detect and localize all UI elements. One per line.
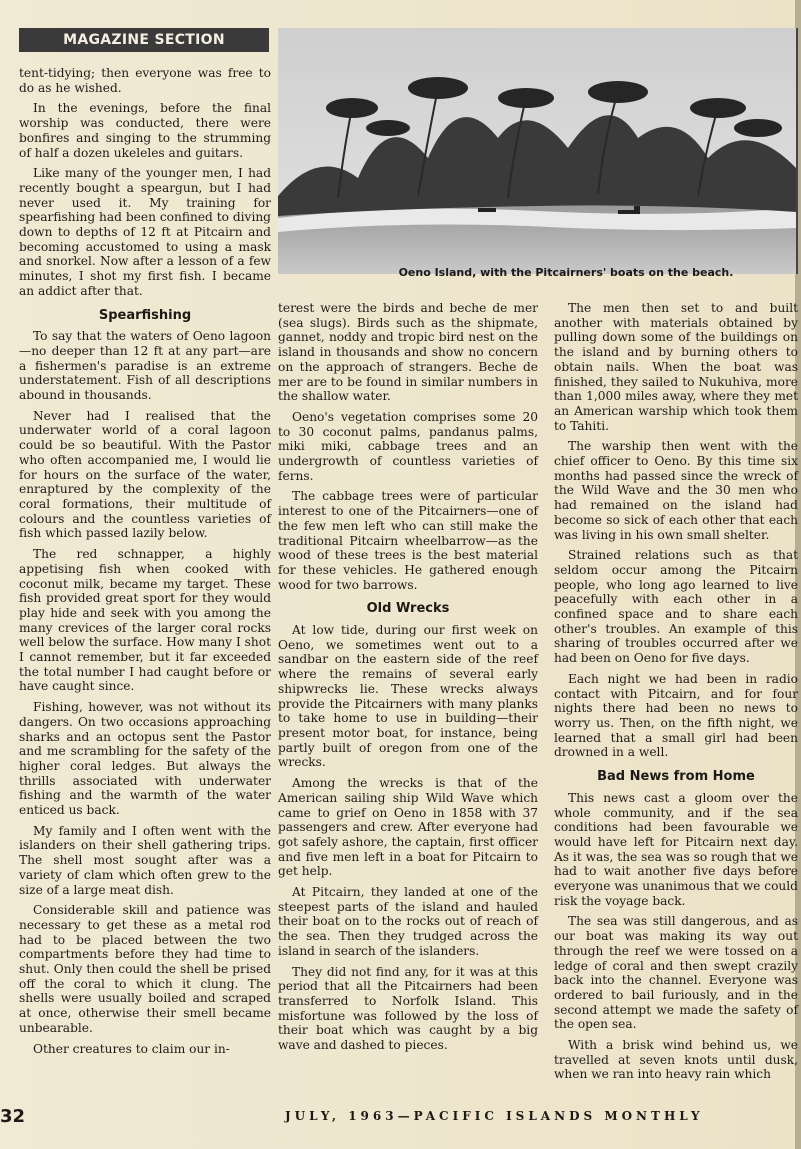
paragraph: In the evenings, before the final worship was conducted, there were bonfires and singing to the strumming of half a dozen ukeleles and guitars. [19,101,271,160]
paragraph: This news cast a gloom over the whole community, and if the sea conditions had been favourable we would have left for Pitcairn next day. As it was, the sea was so rough that we had to wait another five days before everyone was unanimous that we could risk the voyage back. [554,790,798,908]
paragraph: Among the wrecks is that of the American sailing ship Wild Wave which came to grief on Oeno in 1858 with 37 passengers and crew. After everyone had got safely ashore, the captain, first officer and five men left in a boat for Pitcairn to get help. [278,776,538,879]
paragraph: Never had I realised that the underwater world of a coral lagoon could be so beautiful. With the Pastor who often accompanied me, I would lie for hours on the surface of the water, enraptured by the complexity of the coral formations, their multitude of colours and the countless varieties of fish which passed lazily below. [19,408,271,541]
subheading: Old Wrecks [366,601,450,617]
section-header: MAGAZINE SECTION [19,28,269,52]
paragraph: tent-tidying; then everyone was free to do as he wished. [19,66,271,95]
paragraph: To say that the waters of Oeno lagoon—no deeper than 12 ft at any part—are a fishermen's paradise is an extreme understatement. Fish of all descriptions abound in thousands. [19,329,271,403]
page-footer [0,1106,801,1126]
paragraph: Oeno's vegetation comprises some 20 to 30 coconut palms, pandanus palms, miki miki, cabbage trees and an undergrowth of countless varieties of ferns. [278,409,538,483]
paragraph: They did not find any, for it was at this period that all the Pitcairners had been transferred to Norfolk Island. This misfortune was followed by the loss of their boat which was caught by a big wave and dashed to pieces. [278,964,538,1053]
paragraph: Other creatures to claim our in- [33,1041,230,1056]
publication-line: JULY, 1963—PACIFIC ISLANDS MONTHLY [285,1109,704,1123]
paragraph: The warship then went with the chief officer to Oeno. By this time six months had passed since the wreck of the Wild Wave and the 30 men who had remained on the island had become so sick of each other that each was living in his own small shelter. [554,439,798,542]
paragraph: Like many of the younger men, I had recently bought a speargun, but I had never used it. My training for spearfishing had been confined to diving down to depths of 12 ft at Pitcairn and becoming accustomed to using a mask and snorkel. Now after a lesson of a few minutes, I shot my first fish. I became an addict after that. [19,166,271,298]
text-column-1 [19,66,271,1056]
paragraph: Considerable skill and patience was necessary to get these as a metal rod had to be placed between the two compartments before they had time to shut. Only then could the shell be prised off the coral to which it clung. The shells were usually boiled and scraped at once, otherwise their smell became unbearable. [19,903,271,1035]
photo-caption: Oeno Island, with the Pitcairners' boats on the beach. [398,266,734,279]
subheading: Spearfishing [98,307,192,323]
paragraph: The red schnapper, a highly appetising fish when cooked with coconut milk, became my target. These fish provided great sport for they would play hide and seek with you among the many crevices of the larger coral rocks well below the surface. How many I shot I cannot remember, but it far exceeded the total number I had caught before or have caught since. [19,547,271,694]
beach-palm-image [278,28,796,274]
paragraph: The cabbage trees were of particular interest to one of the Pitcairners—one of the few men left who can still make the traditional Pitcairn wheelbarrow—as the wood of these trees is the best material for these vehicles. He gathered enough wood for two barrows. [278,489,538,592]
paragraph: Fishing, however, was not without its dangers. On two occasions approaching sharks and an octopus sent the Pastor and me scrambling for the safety of the higher coral ledges. But always the thrills associated with underwater fishing and the warmth of the water enticed us back. [19,700,271,818]
page-number: 32 [0,1106,26,1127]
paragraph: The sea was still dangerous, and as our boat was making its way out through the reef we were tossed on a ledge of coral and then swept crazily back into the channel. Everyone was ordered to bail furiously, and in the second attempt we made the safety of the open sea. [554,914,798,1032]
paragraph: terest were the birds and beche de mer (sea slugs). Birds such as the shipmate, gannet, noddy and tropic bird nest on the island in thousands and show no concern on the approach of strangers. Beche de mer are to be found in similar numbers in the shallow water. [278,301,538,404]
paragraph: The men then set to and built another with materials obtained by pulling down some of the buildings on the island and by burning others to obtain nails. When the boat was finished, they sailed to Nukuhiva, more than 1,000 miles away, where they met an American warship which took them to Tahiti. [554,301,798,433]
paragraph: With a brisk wind behind us, we travelled at seven knots until dusk, when we ran into heavy rain which [554,1038,798,1082]
paragraph: Each night we had been in radio contact with Pitcairn, and for four nights there had been no news to worry us. Then, on the fifth night, we learned that a small girl had been drowned in a well. [554,671,798,760]
oeno-island-photo [278,28,798,274]
paragraph: My family and I often went with the islanders on their shell gathering trips. The shell most sought after was a variety of clam which often grew to the size of a large meat dish. [19,823,271,897]
text-column-3 [554,301,798,1082]
paragraph: Strained relations such as that seldom occur among the Pitcairn people, who long ago learned to live peacefully with each other in a confined space and to share each other's troubles. An example of this sharing of troubles occurred after we had been on Oeno for five days. [554,548,798,666]
paragraph: At low tide, during our first week on Oeno, we sometimes went out to a sandbar on the eastern side of the reef where the remains of several early shipwrecks lie. These wrecks always provide the Pitcairners with many planks to take home to use in building—their present motor boat, for instance, being partly built of oregon from one of the wrecks. [278,623,538,770]
paragraph: At Pitcairn, they landed at one of the steepest parts of the island and hauled their boat on to the rocks out of reach of the sea. Then they trudged across the island in search of the islanders. [278,885,538,958]
subheading: Bad News from Home [597,769,755,785]
text-column-2 [278,301,538,1053]
